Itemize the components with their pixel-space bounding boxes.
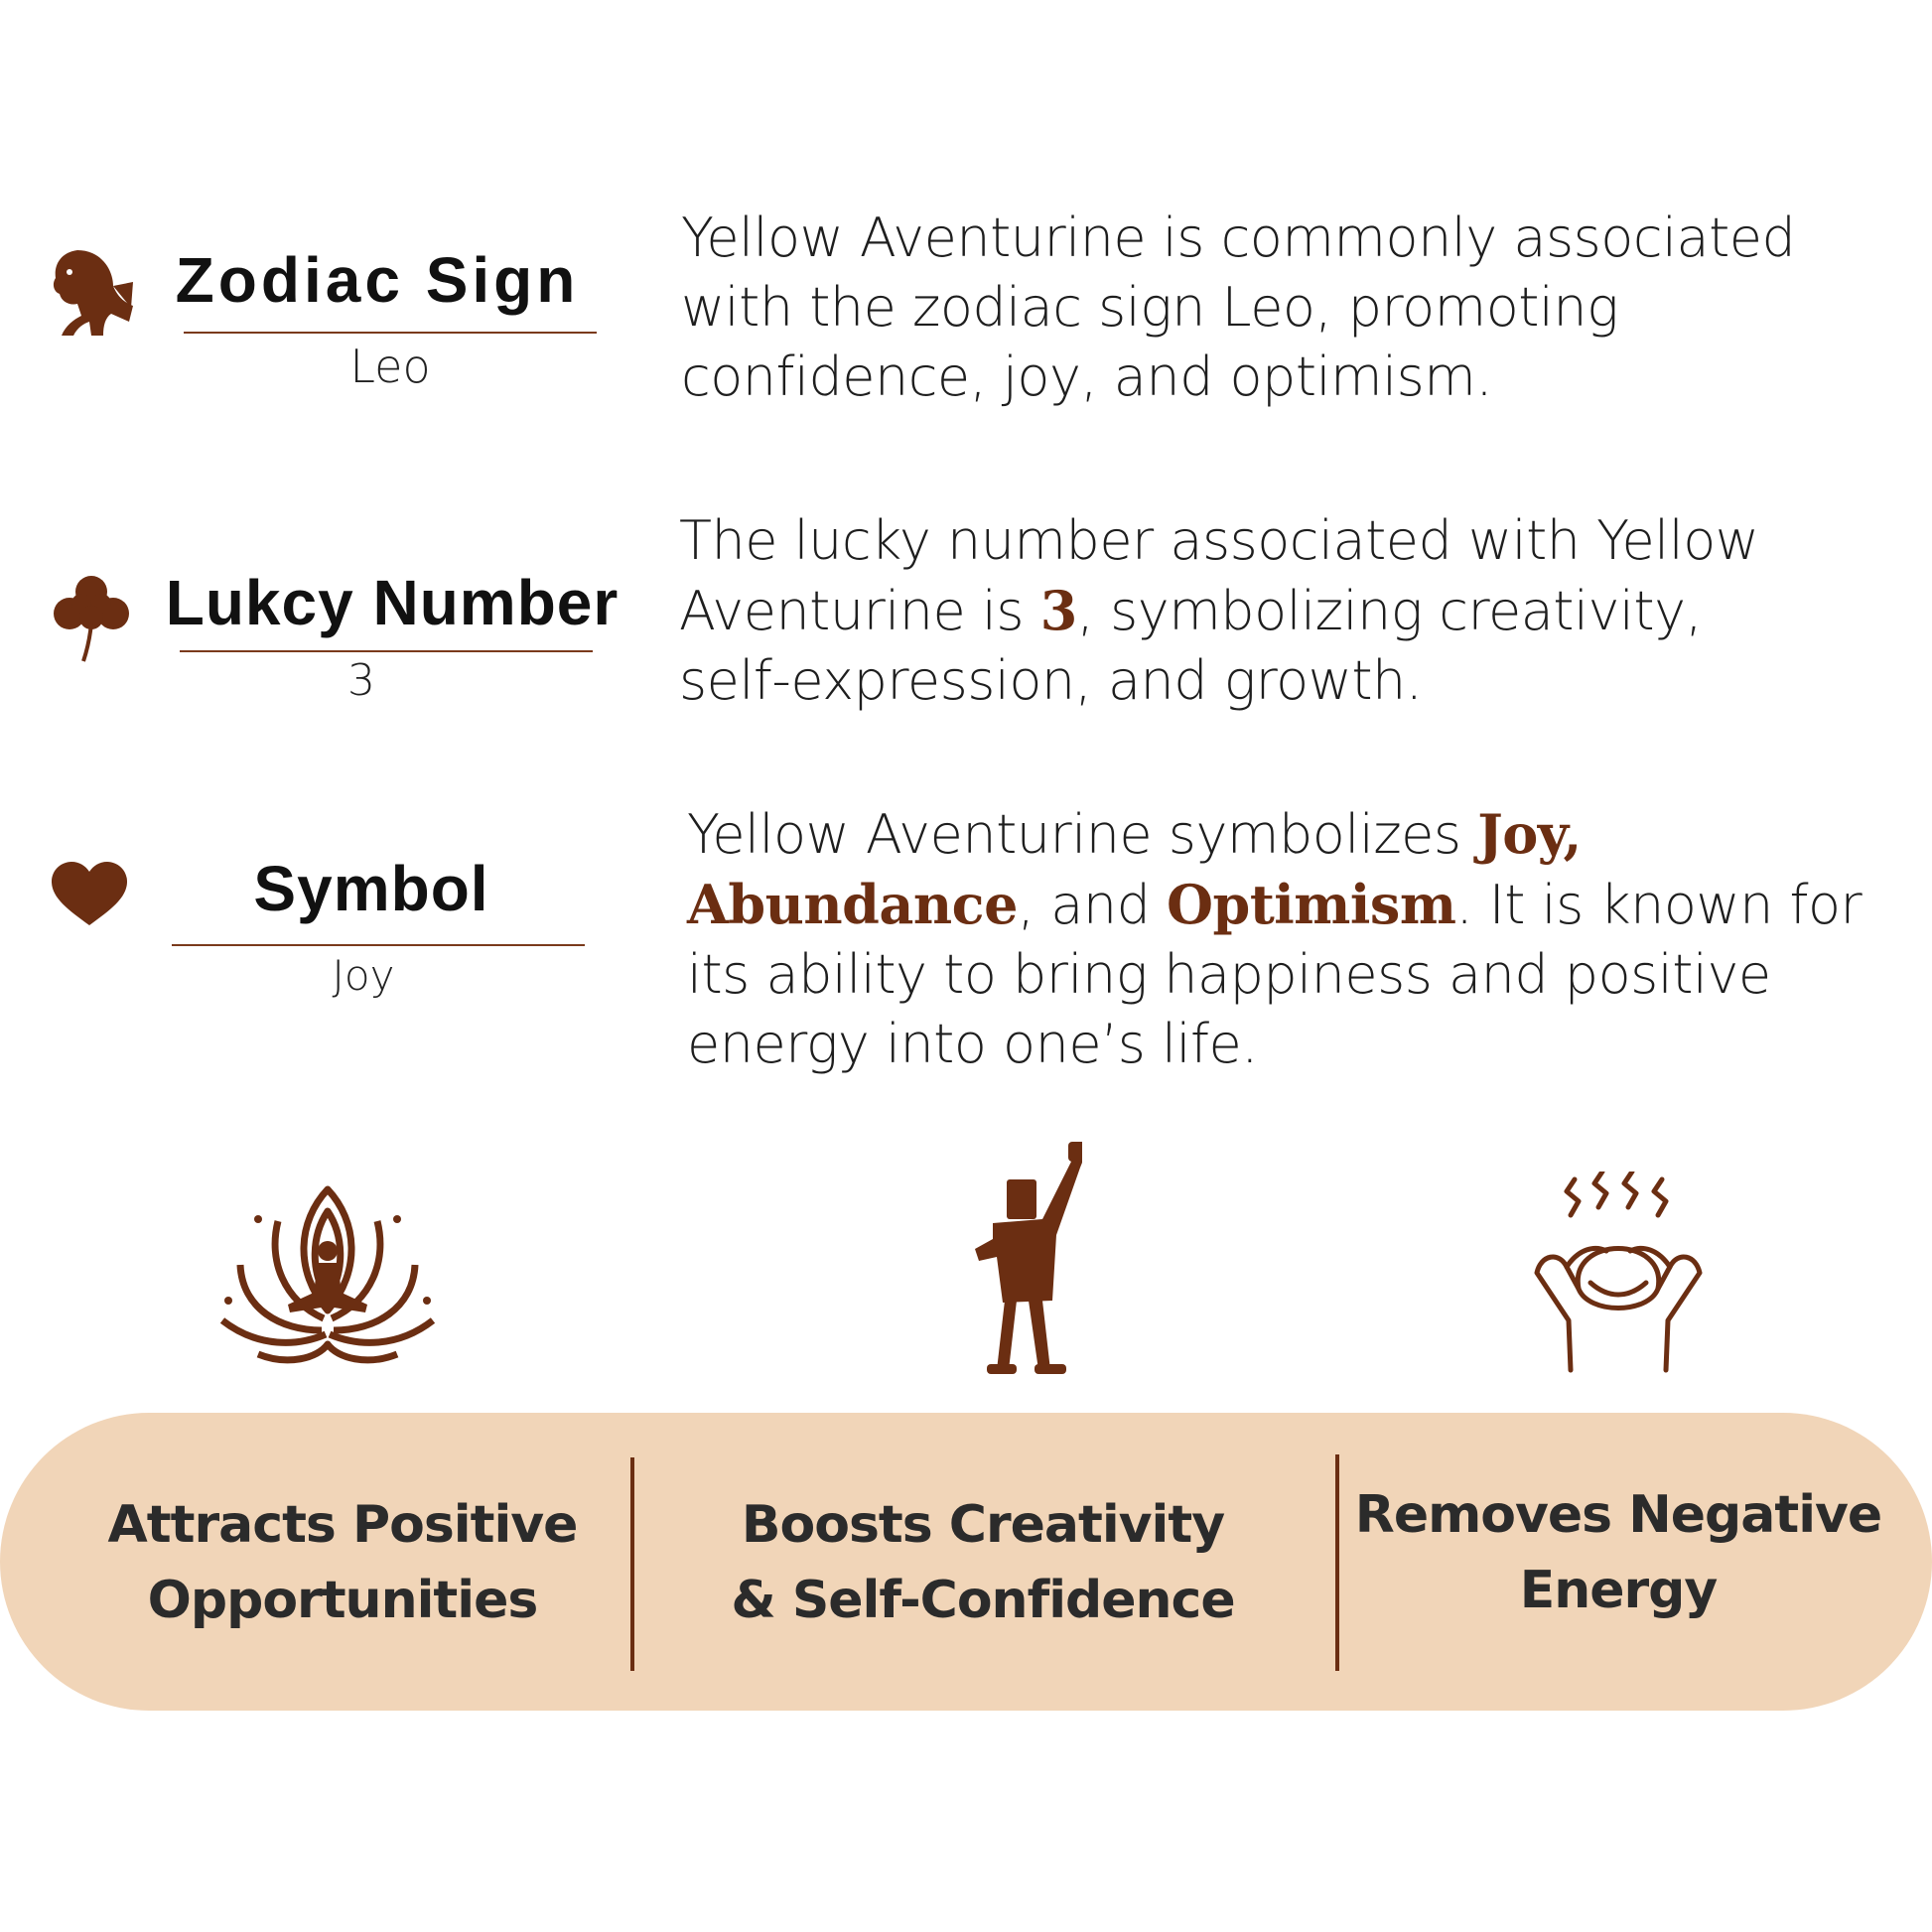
symbol-description: Yellow Aventurine symbolizes Joy, Abundance, and Optimism. It is known for its ability to bring happiness and positive energy into one’s life. [687,802,1863,1075]
symbol-value: Joy [332,951,395,1000]
benefit-removes-negative: Removes Negative Energy [1354,1485,1882,1620]
lucky-number-heading: Lukcy Number [165,567,620,638]
zodiac-value: Leo [349,340,431,393]
heart-icon [50,862,129,927]
lucky-number-description: The lucky number associated with Yellow Aventurine is 3, symbolizing creativity, self-expression, and growth. [679,509,1759,712]
symbol-accent-abundance: Abundance [687,873,1018,936]
lucky-number-value: 3 [347,655,375,706]
benefit-attracts-positive: Attracts Positive Opportunities [107,1495,578,1630]
clover-icon [50,574,133,663]
lotus-meditation-icon [218,1181,437,1370]
lucky-number-accent: 3 [1039,579,1077,642]
benefits-divider-2 [1335,1454,1339,1671]
zodiac-description: Yellow Aventurine is commonly associated with the zodiac sign Leo, promoting confidence, joy, and optimism. [681,207,1796,408]
raised-fist-person-icon [973,1132,1082,1380]
benefit-boosts-creativity: Boosts Creativity & Self-Confidence [731,1495,1235,1630]
stress-relief-icon [1529,1172,1708,1375]
lion-icon [48,246,135,340]
symbol-accent-optimism: Optimism [1167,873,1456,936]
zodiac-rule [184,332,597,334]
symbol-rule [172,944,585,946]
symbol-heading: Symbol [253,853,489,924]
symbol-accent-joy: Joy, [1477,802,1582,866]
benefits-divider-1 [630,1457,634,1671]
lucky-number-rule [180,650,593,652]
zodiac-heading: Zodiac Sign [175,244,580,316]
